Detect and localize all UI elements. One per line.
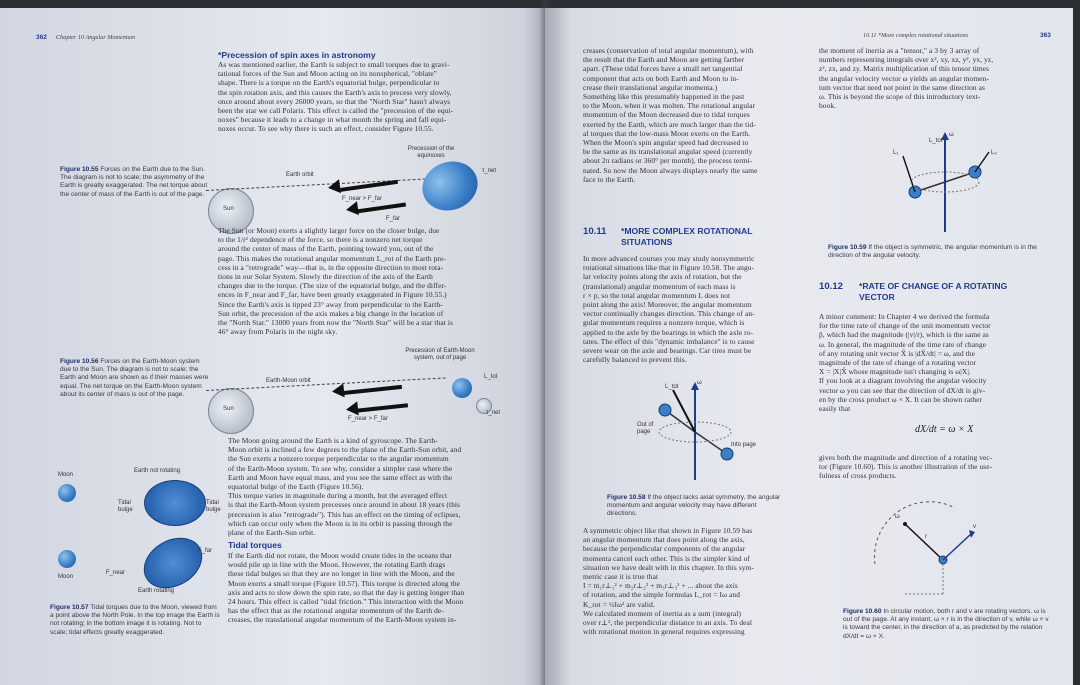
text-line: is that the Earth-Moon system precesses once around in about 18 years (this <box>228 500 461 510</box>
text-line: Moon exerts a small torque (Figure 10.57). This torque is directed along the <box>228 578 461 588</box>
text-line: A minor comment: In Chapter 4 we derived the formula <box>819 312 990 321</box>
text-line: page. This makes the rotational angular momentum L_rot of the Earth pre- <box>218 253 446 263</box>
figure-label: Figure 10.59 <box>828 244 867 251</box>
torque-label: τ_net <box>486 410 501 416</box>
tidal-bulge-label-right: Tidal bulge <box>206 500 221 513</box>
section-heading-precession: *Precession of spin axes in astronomy <box>218 50 376 60</box>
precession-label: Precession of Earth-Moon system, out of page <box>405 348 475 361</box>
figure-10-57 <box>50 458 225 598</box>
text-line: I = m₁r⊥₁² + m₂r⊥₂² + m₃r⊥₃² + ... about the axis <box>583 581 738 591</box>
text-line: which can occur only when the Moon is in its orbit is passing through the <box>228 518 453 528</box>
text-line: nated. So now the Moon always displays nearly the same <box>583 165 758 175</box>
text-line: In more advanced courses you may study nonsymmetric <box>583 254 755 263</box>
text-line: Moon orbit is inclined a few degrees to the plane of the Earth-Sun orbit, and <box>228 445 462 455</box>
text-line: of any rotating unit vector X̂ is |dX̂/dt| = ω, and the <box>819 348 976 358</box>
orbit-label: Earth-Moon orbit <box>266 378 311 384</box>
text-line: vector continually changes direction. This change of an- <box>583 309 755 319</box>
right-page <box>545 8 1073 685</box>
figure-10-59 <box>885 132 1005 237</box>
out-of-page-label: Out of page <box>637 422 654 435</box>
symmetric-paragraph <box>583 526 754 636</box>
text-line: We calculated moment of inertia as a sum (integral) <box>583 608 742 618</box>
l-tot-label: L_tot <box>665 384 679 390</box>
text-line: ω. This is beyond the scope of this introductory text- <box>819 92 981 102</box>
text-line: has the effect that as the rotational angular momentum of the Earth de- <box>228 606 444 616</box>
force-near-arrow <box>342 385 402 395</box>
left-page <box>0 8 545 685</box>
cross-product-paragraph <box>819 453 992 481</box>
moon-sphere-bottom <box>58 550 76 568</box>
text-line: ω. In general, the magnitude of the time rate of change <box>819 339 987 349</box>
figure-label: Figure 10.60 <box>843 608 882 615</box>
l1-label: L₁ <box>893 150 899 156</box>
figure-10-56 <box>206 348 506 438</box>
r-label: r <box>925 534 927 540</box>
text-line: with rotational motion in general requires expressing <box>583 627 745 637</box>
arrowhead-icon <box>345 201 359 217</box>
force-far-arrow <box>356 203 406 214</box>
text-line: the spin rotation axis, and this causes the Earth's axis to precess very slowly, <box>218 87 452 97</box>
rotating-label: Earth rotating <box>138 588 175 594</box>
not-rotating-label: Earth not rotating <box>134 468 181 474</box>
text-line: magnitude of the rate of change of a rotating vector <box>819 358 977 368</box>
text-line: cess in a "retrograde" way—that is, in the opposite direction to most rota- <box>218 262 444 272</box>
text-line: to the 1/r² dependence of the force, so there is a nonzero net torque <box>218 235 423 245</box>
arrowhead-icon <box>345 401 358 416</box>
page-number-right: 363 <box>1040 32 1051 39</box>
nonsymmetric-paragraph <box>583 254 755 364</box>
caption-text: If the object lacks axial symmetry, the angular momentum and angular velocity may have different directions. <box>607 494 781 518</box>
text-line: (translational) angular momentum of each mass is <box>583 281 736 291</box>
text-line: If you look at a diagram involving the angular velocity <box>819 376 987 386</box>
text-line: equatorial bulge of the Earth (Figure 10.56). <box>228 482 364 492</box>
torque-label: τ_net <box>482 168 497 174</box>
sun-label: Sun <box>223 406 234 412</box>
moon-label-bottom: Moon <box>58 574 74 580</box>
text-line: around the center of mass of the Earth, pointing toward you, out of the <box>218 244 434 254</box>
figure-label: Figure 10.58 <box>607 494 646 501</box>
text-line: momenta cancel each other. This is the simpler kind of <box>583 553 750 563</box>
section-10-11-number: 10.11 <box>583 226 607 237</box>
text-line: axis and acts to slow down the spin rate, so that the day is getting longer than <box>228 587 465 597</box>
caption-text: In circular motion, both r and v are rotating vectors. ω is out of the page. At any instant, ω × r is in the direction of v, while ω × v is toward the center, in the direction of a, as predicted by the relation dX/dt = ω × X. <box>843 608 1049 640</box>
text-line: the angular velocity vector ω yields an angular momen- <box>819 73 989 83</box>
gyroscope-paragraph <box>228 436 461 537</box>
text-line: Earth and Moon have equal mass, and you see the same effect as with the <box>228 472 453 482</box>
section-10-12-title-2: VECTOR <box>859 292 895 302</box>
text-line: tor (Figure 10.60). This is another illustration of the use- <box>819 462 993 472</box>
earth-tidal-bulge-top <box>144 480 206 526</box>
text-line: K_rot = ½Iω² are valid. <box>583 599 655 609</box>
figure-label: Figure 10.57 <box>50 604 89 611</box>
section-heading-tidal: Tidal torques <box>228 540 282 550</box>
text-line: When the Moon's spin angular speed had decreased to <box>583 138 749 148</box>
text-line: X = |X|X̂ whose magnitude isn't changing is ω|X|. <box>819 367 971 377</box>
text-line: en by the cross product ω × X. It can be shown rather <box>819 394 983 404</box>
figure-10-57-caption <box>50 604 220 637</box>
earth-orbit-line <box>206 178 436 191</box>
tidal-paragraph <box>228 551 464 625</box>
text-line: the "North Star." 13000 years from now the "North Star" will be a star that is <box>218 318 453 328</box>
text-line: 46° away from Polaris in the night sky. <box>218 327 338 337</box>
figure-10-58 <box>635 380 765 485</box>
text-line: be the same as its translational angular speed (currently <box>583 147 753 157</box>
text-line: This torque varies in magnitude during a month, but the averaged effect <box>228 491 448 501</box>
tensor-paragraph <box>819 46 993 110</box>
caption-text: If the object is symmetric, the angular momentum is in the direction of the angular velocity. <box>828 244 1037 260</box>
text-line: component that acts on both Earth and Moon to in- <box>583 73 739 83</box>
text-line: ences in F_near and F_far, have been greatly exaggerated in Figure 10.55.) <box>218 290 447 300</box>
circular-motion-diagram <box>865 494 985 599</box>
text-line: The Sun (or Moon) exerts a slightly larger force on the closer bulge, due <box>218 226 440 235</box>
text-line: 24 hours. This effect is called "tidal friction." This interaction with the Moon <box>228 597 464 607</box>
caption-text: Forces on the Earth-Moon system due to the Sun. The diagram is not to scale; the Earth and Moon are shown as if their masses were equal. The net torque on the Earth-Moon system about its center of mass is out of the page. <box>60 358 209 398</box>
text-line: gives both the magnitude and direction of a rotating vec- <box>819 453 993 462</box>
text-line: apart. (These tidal forces have a small net tangential <box>583 64 743 74</box>
text-line: tational forces of the Sun and Moon acting on its nonspherical, "oblate" <box>218 69 437 79</box>
caption-text: Tidal torques due to the Moon, viewed from a point above the North Pole. In the top image the Earth is not rotating; in the bottom image it is rotating. Not to scale; tidal effects greatly exaggerated. <box>50 604 220 636</box>
figure-10-60 <box>865 494 985 599</box>
v-label: v <box>973 524 976 530</box>
text-line: If the Earth did not rotate, the Moon would create tides in the oceans that <box>228 551 452 560</box>
text-line: Sun orbit, the precession of the axis makes a big change in the location of <box>218 308 444 318</box>
text-line: A symmetric object like that shown in Figure 10.59 has <box>583 526 753 535</box>
text-line: for the time rate of change of the unit momentum vector <box>819 321 991 331</box>
f-near-label: F_near <box>106 570 126 576</box>
f-far-label: F_far <box>386 216 401 222</box>
omega-label: ω <box>895 514 900 520</box>
moon-sphere-top <box>58 484 76 502</box>
orbit-label: Earth orbit <box>286 172 314 178</box>
section-10-12-title: *RATE OF CHANGE OF A ROTATING <box>859 281 1008 291</box>
text-line: lar velocity points along the axis of rotation, but the <box>583 272 742 282</box>
text-line: easily that <box>819 404 851 414</box>
text-line: noxes" because it leads to a change in what month the spring and fall equi- <box>218 115 447 125</box>
text-line: Since the Earth's axis is tipped 23° away from perpendicular to the Earth- <box>218 299 443 309</box>
page-number-left: 362 <box>36 34 47 41</box>
text-line: these tidal bulges so that they are no longer in line with the Moon, and the <box>228 569 455 579</box>
text-line: momentum of the Moon decreased due to tidal torques <box>583 110 750 120</box>
l-tot-label: L_tot <box>929 138 943 144</box>
earth-globe <box>452 378 472 398</box>
text-line: The Moon going around the Earth is a kind of gyroscope. The Earth- <box>228 436 438 445</box>
arrowhead-icon <box>331 383 344 398</box>
arrowhead-icon <box>327 179 341 195</box>
omega-label: ω <box>949 132 954 138</box>
text-line: r × p, so the total angular momentum L does not <box>583 290 731 300</box>
precession-label: Precession of the equinoxes <box>407 146 455 159</box>
section-10-12-number: 10.12 <box>819 281 844 292</box>
text-line: shape. There is a torque on the Earth's equatorial bulge, perpendicular to <box>218 78 440 88</box>
figure-10-55-caption <box>60 166 210 199</box>
text-line: rotational situations like that in Figure 10.58. The angu- <box>583 263 755 273</box>
figure-label: Figure 10.56 <box>60 358 99 365</box>
text-line: book. <box>819 101 837 111</box>
text-line: of rotation, and the simple formulas L_rot = Iω and <box>583 590 740 600</box>
text-line: plane of the Earth-Sun orbit. <box>228 528 316 538</box>
earth-moon-orbit-line <box>206 377 446 391</box>
text-line: would pile up in line with the Moon. However, the rotating Earth drags <box>228 560 446 570</box>
text-line: fulness of cross products. <box>819 471 897 481</box>
text-line: situation we have dealt with in this chapter. In this sym- <box>583 562 755 572</box>
rotating-vector-paragraph <box>819 312 991 413</box>
earth-oblate <box>415 154 484 218</box>
text-line: al torques that the low-mass Moon exerts on the Earth. <box>583 128 751 138</box>
text-line: vector ω you can see that the direction of dX/dt is giv- <box>819 385 986 395</box>
text-line: an angular momentum that does point along the axis, <box>583 535 745 545</box>
running-header-right: 10.11 *More complex rotational situations <box>863 32 969 39</box>
text-line: z², zx, and zy. Matrix multiplication of this tensor times <box>819 64 990 74</box>
force-compare-label: F_near > F_far <box>348 416 388 422</box>
text-line: the result that the Earth and Moon are getting farther <box>583 55 745 65</box>
force-compare-label: F_near > F_far <box>342 196 382 202</box>
text-line: numbers representing integrals over x², xy, xz, y², yx, yz, <box>819 55 994 65</box>
text-line: changes due to the torque. (The size of the equatorial bulge, and the differ- <box>218 281 447 291</box>
text-line: about 2π radians or 360° per month), the process termi- <box>583 156 753 166</box>
section-10-11-title: *MORE COMPLEX ROTATIONAL <box>621 226 753 236</box>
figure-10-59-caption <box>828 244 1053 260</box>
text-line: been the star we call Polaris. This effect is called the "precession of the equi- <box>218 106 454 116</box>
caption-text: Forces on the Earth due to the Sun. The diagram is not to scale; the asymmetry of the Earth is greatly exaggerated. The net torque about the center of mass of the Earth is out of the page. <box>60 166 208 198</box>
sun-moon-paragraph <box>218 226 453 336</box>
moon-label-top: Moon <box>58 472 74 478</box>
f-far-label: F_far <box>198 548 213 554</box>
figure-10-56-caption <box>60 358 210 399</box>
text-line: exerted by the Earth, which are much larger than the tid- <box>583 119 756 129</box>
running-header-left: Chapter 10 Angular Momentum <box>56 34 136 41</box>
omega-label: ω <box>697 380 702 386</box>
text-line: creases (conservation of total angular momentum), with <box>583 46 754 55</box>
text-line: creases, the translational angular momentum of the Earth-Moon system in- <box>228 615 457 625</box>
text-line: precession is also "retrograde"). This has an effect on the timing of eclipses, <box>228 509 461 519</box>
text-line: severe wear on the axle and bearings. Car tires must be <box>583 346 752 356</box>
text-line: Something like this presumably happened in the past <box>583 92 745 102</box>
section-10-11-title-2: SITUATIONS <box>621 237 673 247</box>
symmetric-rotor-diagram <box>885 132 1005 237</box>
text-line: As was mentioned earlier, the Earth is subject to small torques due to gravi- <box>218 60 450 69</box>
text-line: crease their translational angular momenta.) <box>583 82 718 92</box>
text-line: to the Moon, when it was molten. The rotational angular <box>583 101 756 111</box>
text-line: face to the Earth. <box>583 174 636 184</box>
text-line: metric case it is true that <box>583 572 659 582</box>
text-line: point along the axis! Moreover, the angular momentum <box>583 300 752 310</box>
cross-product-equation: dX/dt = ω × X <box>915 424 974 435</box>
text-line: tions in our Solar System. Slowly the direction of the axis of the Earth <box>218 272 433 282</box>
l-tot-label: L_tot <box>484 374 498 380</box>
text-line: carefully balanced to prevent this. <box>583 355 687 365</box>
text-line: the moment of inertia as a "tensor," a 3 by 3 array of <box>819 46 980 55</box>
text-line: the Sun exerts a nonzero torque perpendicular to the angular momentum <box>228 454 449 464</box>
force-far-arrow <box>356 403 408 412</box>
text-line: gular momentum requires a nonzero torque, which is <box>583 318 745 328</box>
text-line: applied to the axle by the bearings in which the axle ro- <box>583 327 754 337</box>
figure-label: Figure 10.55 <box>60 166 99 173</box>
text-line: tum vector that need not point in the same direction as <box>819 82 985 92</box>
text-line: tates. The effect of this "dynamic imbalance" is to cause <box>583 336 755 346</box>
text-line: over r⊥², the perpendicular distance to an axis. To deal <box>583 618 753 628</box>
into-page-label: Into page <box>731 442 757 448</box>
text-line: noxes occur. To see why there is such an effect, consider Figure 10.55. <box>218 124 434 134</box>
sun-label: Sun <box>223 206 234 212</box>
precession-paragraph <box>218 60 453 134</box>
figure-10-60-caption <box>843 608 1053 641</box>
tidal-bulge-label-left: Tidal bulge <box>118 500 133 513</box>
text-line: p̂, which had the magnitude (|v|/r), which is the same as <box>819 330 989 340</box>
text-line: because the perpendicular components of the angular <box>583 544 746 554</box>
text-line: of the Earth-Moon system. To see why, consider a simpler case where the <box>228 463 453 473</box>
figure-10-55 <box>206 144 506 239</box>
l2-label: L₂ <box>991 150 997 156</box>
figure-10-58-caption <box>607 494 782 519</box>
text-line: once around about every 26000 years, so that the "North Star" hasn't always <box>218 96 451 106</box>
moon-tidal-paragraph <box>583 46 758 184</box>
